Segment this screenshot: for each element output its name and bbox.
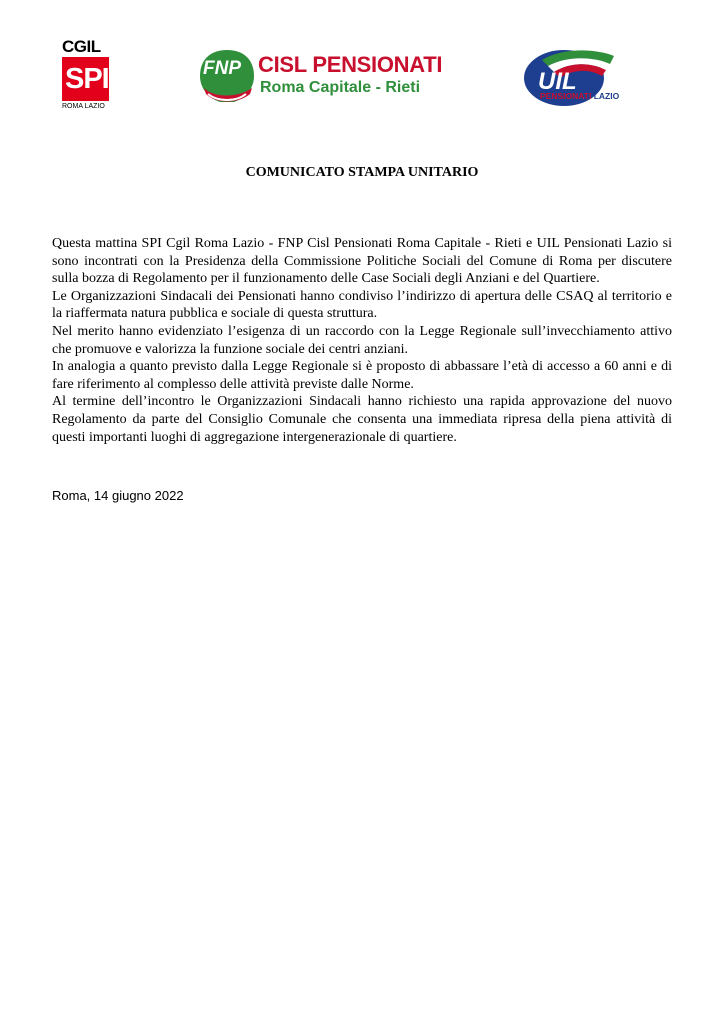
logo-spi-sub-text: ROMA LAZIO xyxy=(62,103,105,110)
document-date: Roma, 14 giugno 2022 xyxy=(52,488,184,503)
logo-spi-red-box xyxy=(62,57,109,101)
paragraph-4: In analogia a quanto previsto dalla Legge Regionale si è proposto di abbassare l’età di accesso a 60 anni e di fare riferimento al complesso delle attività previste dalle Norme. xyxy=(52,359,672,392)
logo-uil-pensionati xyxy=(522,46,632,108)
cisl-line2: Roma Capitale - Rieti xyxy=(260,79,421,96)
document-body xyxy=(52,235,672,446)
paragraph-5: Al termine dell’incontro le Organizzazioni Sindacali hanno richiesto una rapida approvazione del nuovo Regolamento da parte del Consiglio Comunale che consenta una immediata ripresa della piena attività di questi importanti luoghi di aggregazione intergenerazionale di quartiere. xyxy=(52,394,672,445)
paragraph-1: Questa mattina SPI Cgil Roma Lazio - FNP Cisl Pensionati Roma Capitale - Rieti e UIL Pensionati Lazio si sono incontrati con la Presidenza della Commissione Politiche Sociali del Comune di Roma per discutere sulla bozza di Regolamento per il funzionamento delle Case Sociali degli Anziani e del Quartiere. xyxy=(52,236,672,287)
uil-sub-text-b: LAZIO xyxy=(593,91,620,101)
cisl-line1: CISL PENSIONATI xyxy=(258,52,443,77)
paragraph-2: Le Organizzazioni Sindacali dei Pensionati hanno condiviso l’indirizzo di apertura delle CSAQ al territorio e la riaffermata natura pubblica e sociale di questa struttura. xyxy=(52,288,672,322)
uil-sub-text-a: PENSIONATI xyxy=(540,91,592,101)
paragraph-3: Nel merito hanno evidenziato l’esigenza di un raccordo con la Legge Regionale sull’invecchiamento attivo che promuove e valorizza la funzione sociale dei centri anziani. xyxy=(52,323,672,357)
uil-main-text: UIL xyxy=(538,68,577,95)
fnp-badge-text: FNP xyxy=(203,58,241,79)
document-title: COMUNICATO STAMPA UNITARIO xyxy=(245,165,479,180)
logo-spi-main-text: SPI xyxy=(65,63,109,95)
logo-spi-cgil xyxy=(62,38,118,114)
logo-fnp-cisl xyxy=(198,48,458,106)
uil-sub-text xyxy=(540,91,619,101)
logo-spi-top-text: CGIL xyxy=(62,37,101,56)
